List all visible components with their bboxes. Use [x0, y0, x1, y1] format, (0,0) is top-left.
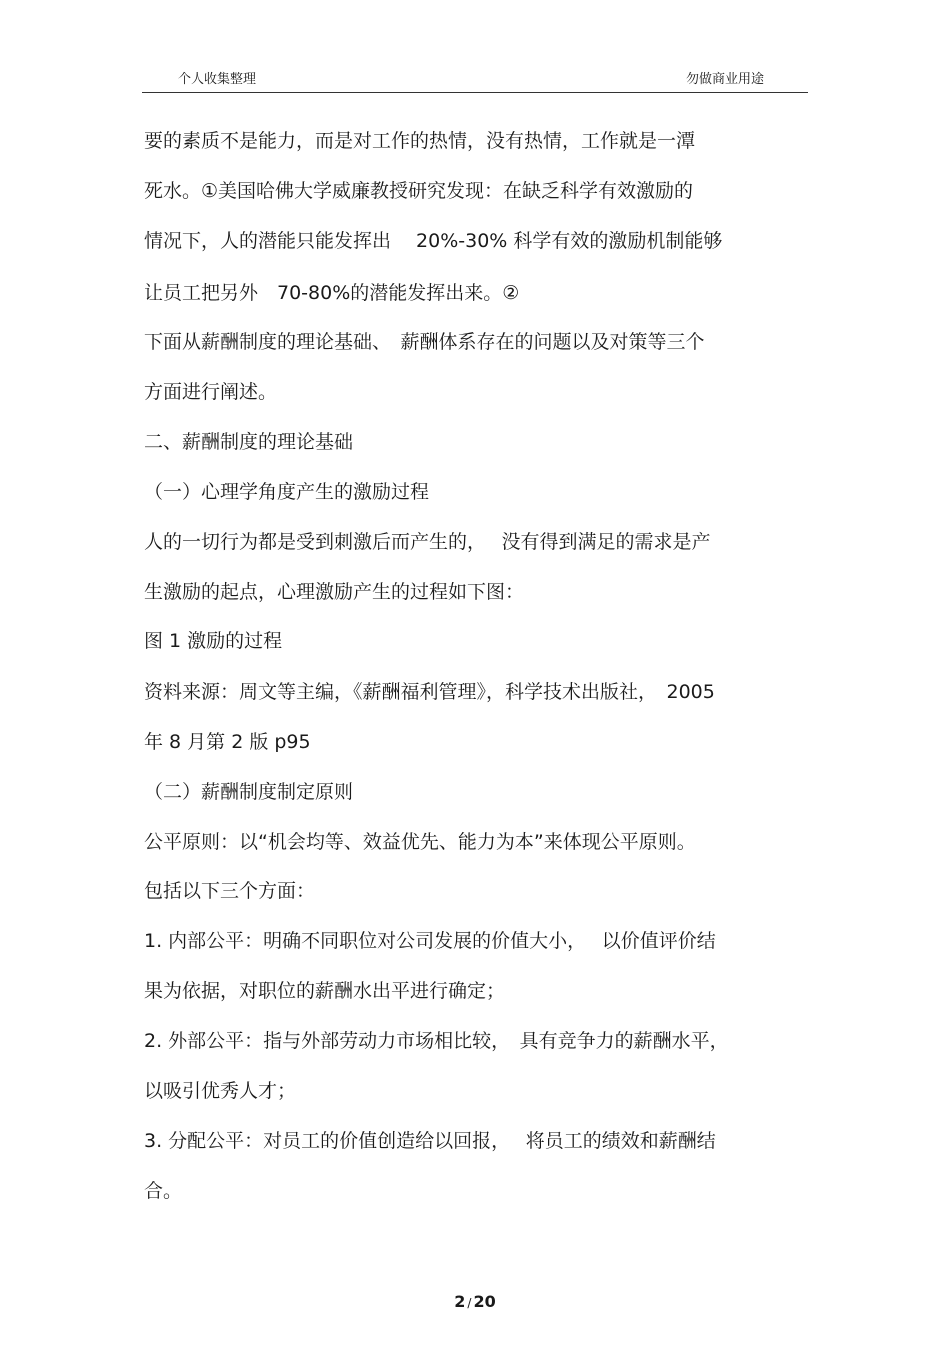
text-line-5: 下面从薪酬制度的理论基础、 薪酬体系存在的问题以及对策等三个 — [144, 331, 705, 353]
section-heading: 二、薪酬制度的理论基础 — [144, 431, 354, 453]
header-left-text: 个人收集整理 — [178, 72, 257, 87]
text-line-9: 人的一切行为都是受到刺激后而产生的， 没有得到满足的需求是产 — [144, 531, 711, 553]
figure-caption: 图 1 激励的过程 — [144, 630, 283, 652]
text-line-10: 生激励的起点，心理激励产生的过程如下图： — [144, 581, 525, 603]
list-item-3-cont: 合。 — [144, 1180, 183, 1202]
list-item-2: 2. 外部公平：指与外部劳动力市场相比较， 具有竞争力的薪酬水平， — [144, 1030, 729, 1052]
subsection-heading-2: （二）薪酬制度制定原则 — [144, 781, 354, 803]
current-page: 2 — [454, 1292, 466, 1311]
page-number — [0, 1292, 950, 1311]
source-citation-cont: 年 8 月第 2 版 p95 — [144, 731, 311, 753]
text-line-1: 要的素质不是能力，而是对工作的热情，没有热情，工作就是一潭 — [144, 130, 696, 152]
text-line-15: 公平原则：以“机会均等、效益优先、能力为本”来体现公平原则。 — [144, 831, 696, 853]
page-header — [142, 66, 808, 93]
list-item-1: 1. 内部公平：明确不同职位对公司发展的价值大小， 以价值评价结 — [144, 930, 716, 952]
text-line-2: 死水。①美国哈佛大学威廉教授研究发现：在缺乏科学有效激励的 — [144, 180, 694, 202]
source-citation: 资料来源：周文等主编，《薪酬福利管理》，科学技术出版社， 2005 — [144, 681, 715, 703]
list-item-1-cont: 果为依据，对职位的薪酬水出平进行确定； — [144, 980, 506, 1002]
subsection-heading-1: （一）心理学角度产生的激励过程 — [144, 481, 430, 503]
header-right-text: 勿做商业用途 — [685, 72, 764, 87]
text-line-3: 情况下，人的潜能只能发挥出 20%-30% 科学有效的激励机制能够 — [144, 230, 723, 252]
text-line-4: 让员工把另外 70-80%的潜能发挥出来。② — [144, 282, 520, 304]
list-item-2-cont: 以吸引优秀人才； — [144, 1080, 297, 1102]
total-pages: 20 — [473, 1292, 496, 1311]
text-line-16: 包括以下三个方面： — [144, 880, 316, 902]
page-separator: / — [467, 1296, 472, 1310]
list-item-3: 3. 分配公平：对员工的价值创造给以回报， 将员工的绩效和薪酬结 — [144, 1130, 716, 1152]
text-line-6: 方面进行阐述。 — [144, 381, 278, 403]
